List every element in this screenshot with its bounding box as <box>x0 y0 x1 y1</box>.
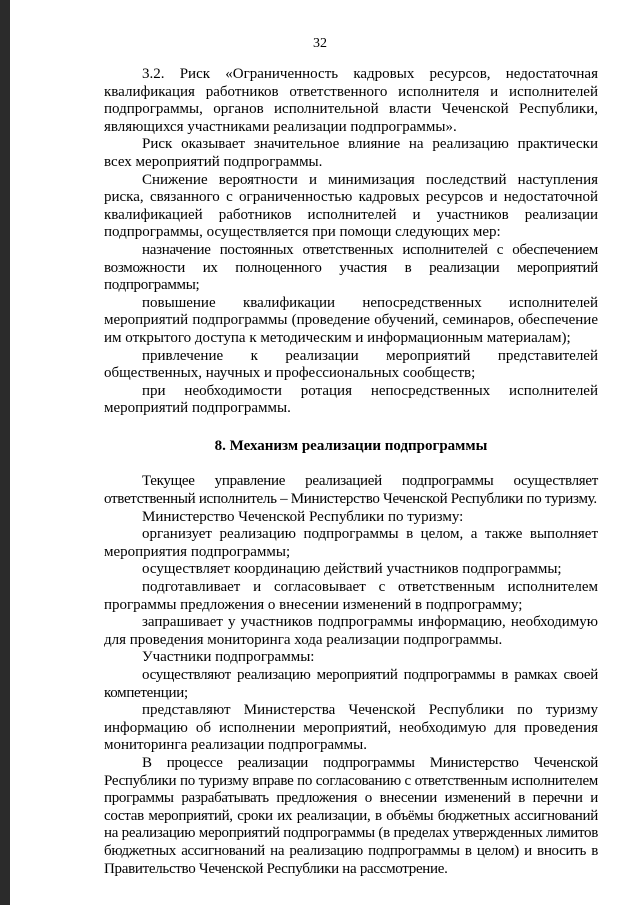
page-number: 32 <box>313 36 327 51</box>
ministry-duty: запрашивает у участников подпрограммы информацию, необходимую для проведения мониторинга хода реализации подпрограммы. <box>104 614 598 648</box>
management-paragraph: Текущее управление реализацией подпрограммы осуществляет ответственный исполнитель – Министерство Чеченской Республики по туризму. <box>104 473 598 508</box>
closing-paragraph: В процессе реализации подпрограммы Министерство Чеченской Республики по туризму вправе по согласованию с ответственным исполнителем программы разрабатывать предложения о внесении изменений в перечни и состав мероприятий, сроки их реализации, в объёмы бюджетных ассигнований на реализацию мероприятий подпрограммы (в пределах утвержденных лимитов бюджетных ассигнований на реализацию подпрограммы в целом) и вносить в Правительство Чеченской Республики на рассмотрение. <box>104 754 598 877</box>
participants-label: Участники подпрограммы: <box>142 649 315 666</box>
participant-duty: представляют Министерства Чеченской Республики по туризму информацию об исполнении мероприятий, необходимую для проведения мониторинга реализации подпрограммы. <box>104 702 598 754</box>
measure-item: привлечение к реализации мероприятий представителей общественных, научных и профессиональных сообществ; <box>104 347 598 382</box>
ministry-duty: осуществляет координацию действий участников подпрограммы; <box>142 561 562 578</box>
risk-mitigation-paragraph: Снижение вероятности и минимизация последствий наступления риска, связанного с ограниченностью кадровых ресурсов и недостаточной квалификацией работников исполнителей и участников реализации подпрограммы, осуществляется при помощи следующих мер: <box>104 171 598 241</box>
scan-edge <box>0 0 10 905</box>
measure-item: при необходимости ротация непосредственных исполнителей мероприятий подпрограммы. <box>104 382 598 417</box>
measure-item: повышение квалификации непосредственных исполнителей мероприятий подпрограммы (проведение обучений, семинаров, обеспечение им открытого доступа к методическим и информационным материалам); <box>104 294 598 346</box>
risk-impact-paragraph: Риск оказывает значительное влияние на реализацию практически всех мероприятий подпрограммы. <box>104 136 598 170</box>
section-heading: 8. Механизм реализации подпрограммы <box>214 437 488 454</box>
measure-item: назначение постоянных ответственных исполнителей с обеспечением возможности их полноценного участия в реализации мероприятий подпрограммы; <box>104 241 598 294</box>
ministry-label: Министерство Чеченской Республики по туризму: <box>142 508 464 525</box>
ministry-duty: организует реализацию подпрограммы в целом, а также выполняет мероприятия подпрограммы; <box>104 526 598 560</box>
risk-paragraph: 3.2. Риск «Ограниченность кадровых ресурсов, недостаточная квалификация работников ответственного исполнителя и исполнителей подпрограммы, органов исполнительной власти Чеченской Республики, являющихся участниками реализации подпрограммы». <box>104 66 598 135</box>
participant-duty: осуществляют реализацию мероприятий подпрограммы в рамках своей компетенции; <box>104 667 598 701</box>
document-body <box>104 66 598 878</box>
ministry-duty: подготавливает и согласовывает с ответственным исполнителем программы предложения о внесении изменений в подпрограмму; <box>104 579 598 613</box>
